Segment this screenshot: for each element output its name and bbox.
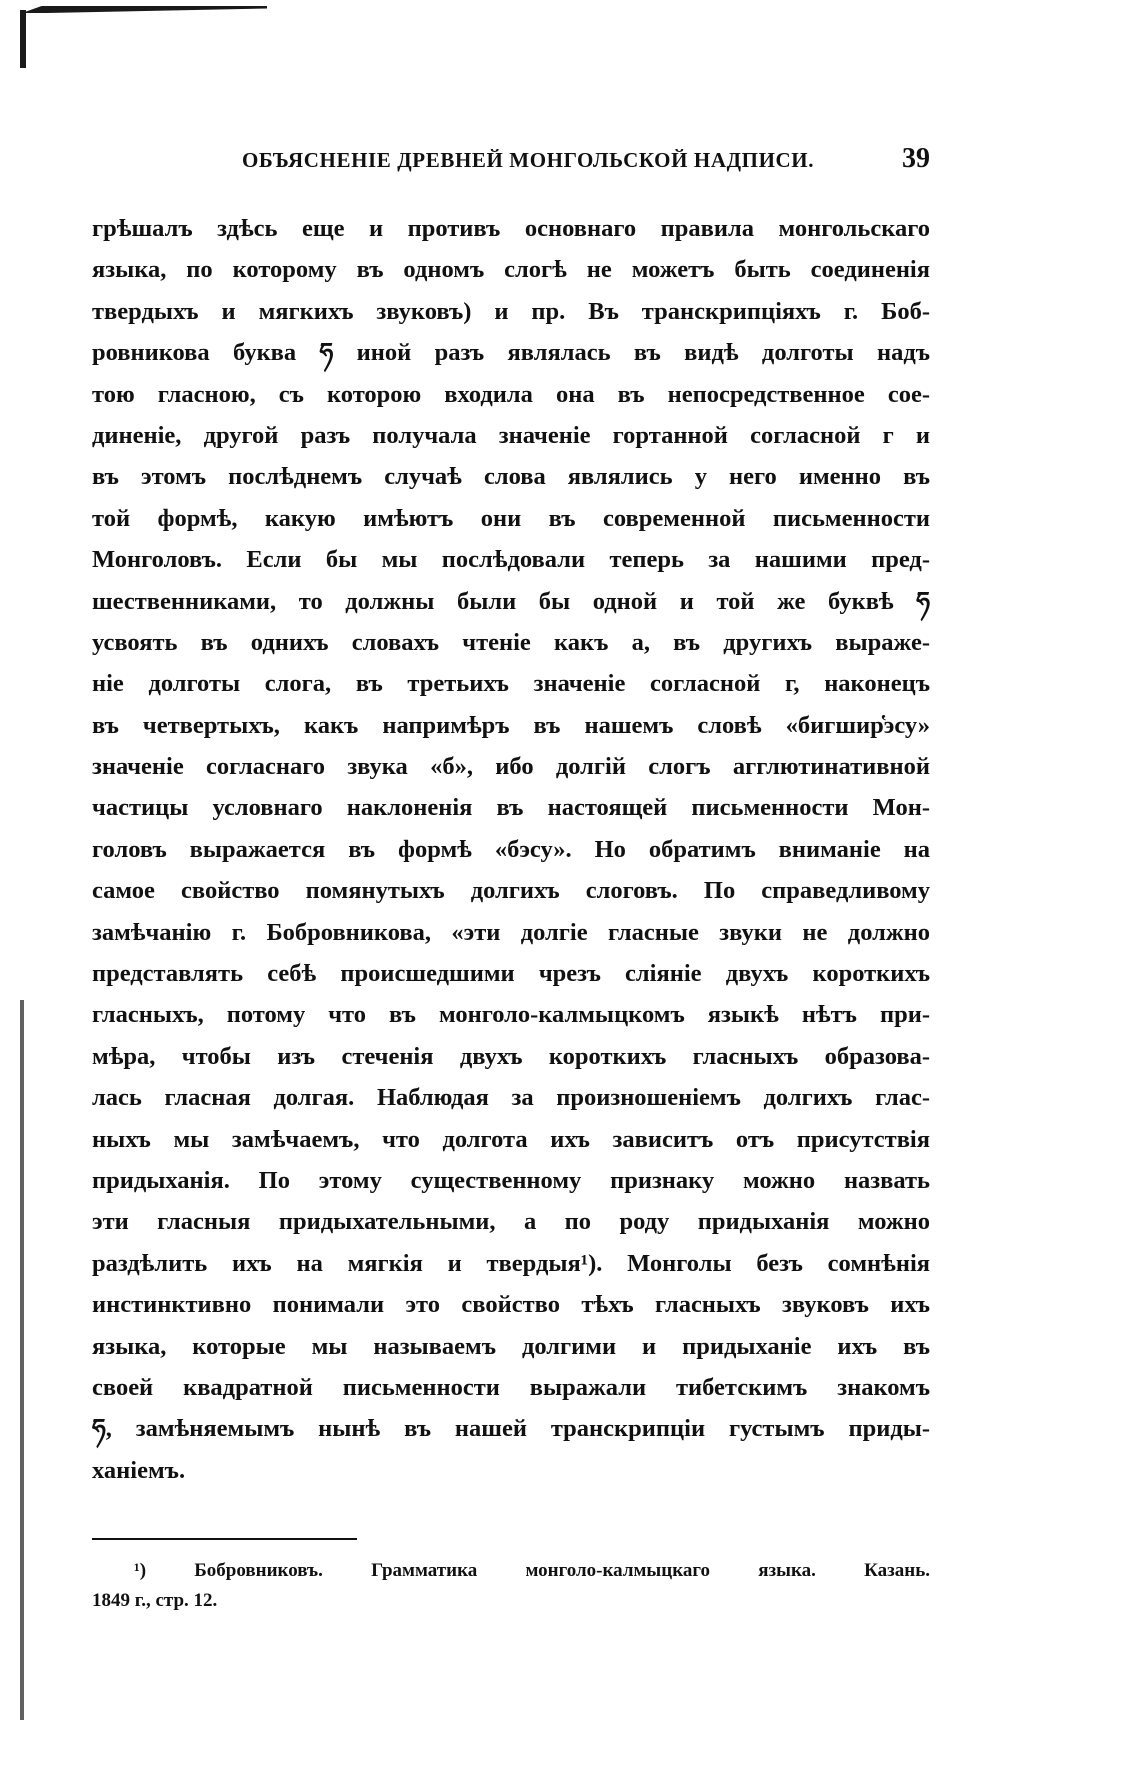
scan-artifact-top: [22, 6, 267, 13]
text-line: инстинктивно понимали это свойство тѣхъ гласныхъ звуковъ ихъ: [92, 1291, 930, 1319]
text-line: въ этомъ послѣднемъ случаѣ слова являлись у него именно въ: [92, 463, 930, 491]
text-line: усвоять въ однихъ словахъ чтеніе какъ а, въ другихъ выраже-: [92, 628, 930, 656]
text-line: ханіемъ.: [92, 1456, 186, 1484]
page-edge-shadow: [20, 1000, 24, 1720]
page-header: [92, 143, 930, 175]
text-line: шественниками, то должны были бы одной и той же буквѣ ཧ: [92, 587, 930, 615]
text-line: въ четвертыхъ, какъ напримѣръ въ нашемъ словѣ «бигшир̔эсу»: [92, 711, 930, 739]
text-line: ніе долготы слога, въ третьихъ значеніе согласной г, наконецъ: [92, 670, 930, 698]
text-line: значеніе согласнаго звука «б», ибо долгій слогъ агглютинативной: [92, 753, 930, 781]
text-line: мѣра, чтобы изъ стеченія двухъ короткихъ гласныхъ образова-: [92, 1042, 930, 1070]
text-line: придыханія. По этому существенному признаку можно назвать: [92, 1166, 930, 1194]
text-line: языка, по которому въ одномъ слогѣ не можетъ быть соединенія: [92, 256, 930, 284]
text-line: замѣчанію г. Бобровникова, «эти долгіе гласные звуки не должно: [92, 918, 930, 946]
text-line: своей квадратной письменности выражали тибетскимъ знакомъ: [92, 1373, 930, 1401]
footnote-line: ¹) Бобровниковъ. Грамматика монголо-калмыцкаго языка. Казань.: [134, 1560, 930, 1581]
text-line: грѣшалъ здѣсь еще и противъ основнаго правила монгольскаго: [92, 215, 930, 242]
text-line: самое свойство помянутыхъ долгихъ слоговъ. По справедливому: [92, 877, 930, 905]
text-line: ныхъ мы замѣчаемъ, что долгота ихъ зависитъ отъ присутствія: [92, 1125, 930, 1153]
text-line: головъ выражается въ формѣ «бэсу». Но обратимъ вниманіе на: [92, 835, 930, 863]
text-line: языка, которые мы называемъ долгими и придыханіе ихъ въ: [92, 1332, 930, 1360]
footnote-rule: [92, 1538, 357, 1540]
text-line: эти гласныя придыхательными, а по роду придыханія можно: [92, 1208, 930, 1236]
text-line: тою гласною, съ которою входила она въ непосредственное сое-: [92, 380, 930, 408]
text-line: представлять себѣ происшедшими чрезъ сліяніе двухъ короткихъ: [92, 960, 930, 988]
text-line: Монголовъ. Если бы мы послѣдовали теперь за нашими пред-: [92, 546, 930, 574]
footnotes: [92, 1556, 930, 1616]
footnote-line: 1849 г., стр. 12.: [92, 1590, 218, 1611]
running-head: ОБЪЯСНЕНІЕ ДРЕВНЕЙ МОНГОЛЬСКОЙ НАДПИСИ.: [242, 148, 815, 172]
text-line: частицы условнаго наклоненія въ настоящей письменности Мон-: [92, 794, 930, 822]
text-line: гласныхъ, потому что въ монголо-калмыцкомъ языкѣ нѣтъ при-: [92, 1001, 930, 1029]
text-line: той формѣ, какую имѣютъ они въ современной письменности: [92, 504, 930, 532]
text-line: ཧ, замѣняемымъ нынѣ въ нашей транскрипціи густымъ приды-: [92, 1415, 930, 1443]
scan-artifact-left: [20, 10, 26, 68]
text-line: раздѣлить ихъ на мягкія и твердыя¹). Монголы безъ сомнѣнія: [92, 1249, 930, 1277]
body-text: [92, 208, 930, 1491]
page-number: 39: [902, 143, 930, 174]
text-line: диненіе, другой разъ получала значеніе гортанной согласной г и: [92, 421, 930, 449]
text-line: ровникова буква ཧ иной разъ являлась въ видѣ долготы надъ: [92, 339, 930, 367]
text-line: твердыхъ и мягкихъ звуковъ) и пр. Въ транскрипціяхъ г. Боб-: [92, 297, 930, 325]
text-line: лась гласная долгая. Наблюдая за произношеніемъ долгихъ глас-: [92, 1084, 930, 1112]
